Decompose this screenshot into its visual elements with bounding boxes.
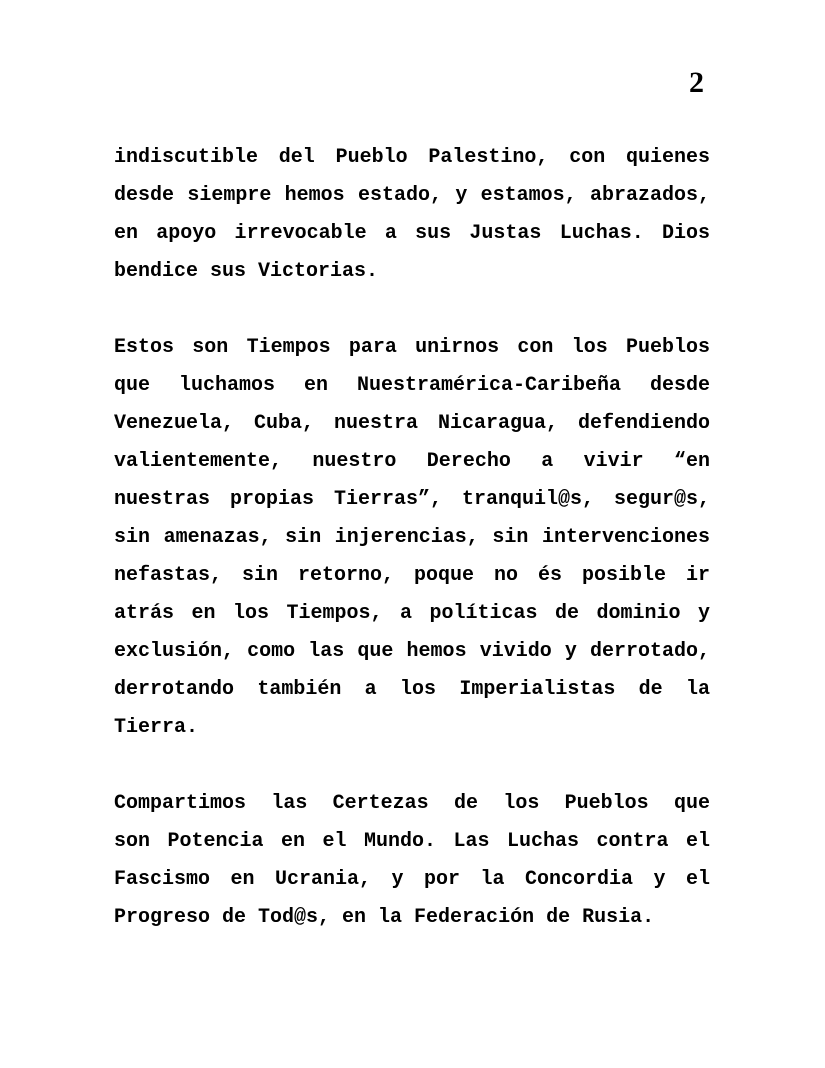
text-line: Venezuela, Cuba, nuestra Nicaragua, defendiendo bbox=[114, 412, 710, 435]
page-number: 2 bbox=[689, 66, 704, 99]
text-line: atrás en los Tiempos, a políticas de dominio y bbox=[114, 602, 710, 625]
text-line: indiscutible del Pueblo Palestino, con quienes bbox=[114, 146, 710, 169]
text-line: desde siempre hemos estado, y estamos, abrazados, bbox=[114, 184, 710, 207]
text-line: en apoyo irrevocable a sus Justas Luchas. Dios bbox=[114, 222, 710, 245]
paragraph bbox=[114, 785, 710, 937]
text-line: valientemente, nuestro Derecho a vivir “en bbox=[114, 450, 710, 473]
text-line: exclusión, como las que hemos vivido y derrotado, bbox=[114, 640, 710, 663]
text-line: derrotando también a los Imperialistas de la bbox=[114, 678, 710, 701]
text-line: bendice sus Victorias. bbox=[114, 260, 379, 283]
text-line: que luchamos en Nuestramérica-Caribeña desde bbox=[114, 374, 710, 397]
text-line: son Potencia en el Mundo. Las Luchas contra el bbox=[114, 830, 710, 853]
text-line: Compartimos las Certezas de los Pueblos que bbox=[114, 792, 710, 815]
text-line: Tierra. bbox=[114, 716, 199, 739]
text-line: nuestras propias Tierras”, tranquil@s, segur@s, bbox=[114, 488, 710, 511]
text-line: Fascismo en Ucrania, y por la Concordia y el bbox=[114, 868, 710, 891]
document-body bbox=[114, 139, 710, 937]
paragraph bbox=[114, 139, 710, 291]
paragraph bbox=[114, 329, 710, 747]
text-line: Estos son Tiempos para unirnos con los Pueblos bbox=[114, 336, 710, 359]
text-line: nefastas, sin retorno, poque no és posible ir bbox=[114, 564, 710, 587]
text-line: sin amenazas, sin injerencias, sin intervenciones bbox=[114, 526, 710, 549]
text-line: Progreso de Tod@s, en la Federación de Rusia. bbox=[114, 906, 655, 929]
